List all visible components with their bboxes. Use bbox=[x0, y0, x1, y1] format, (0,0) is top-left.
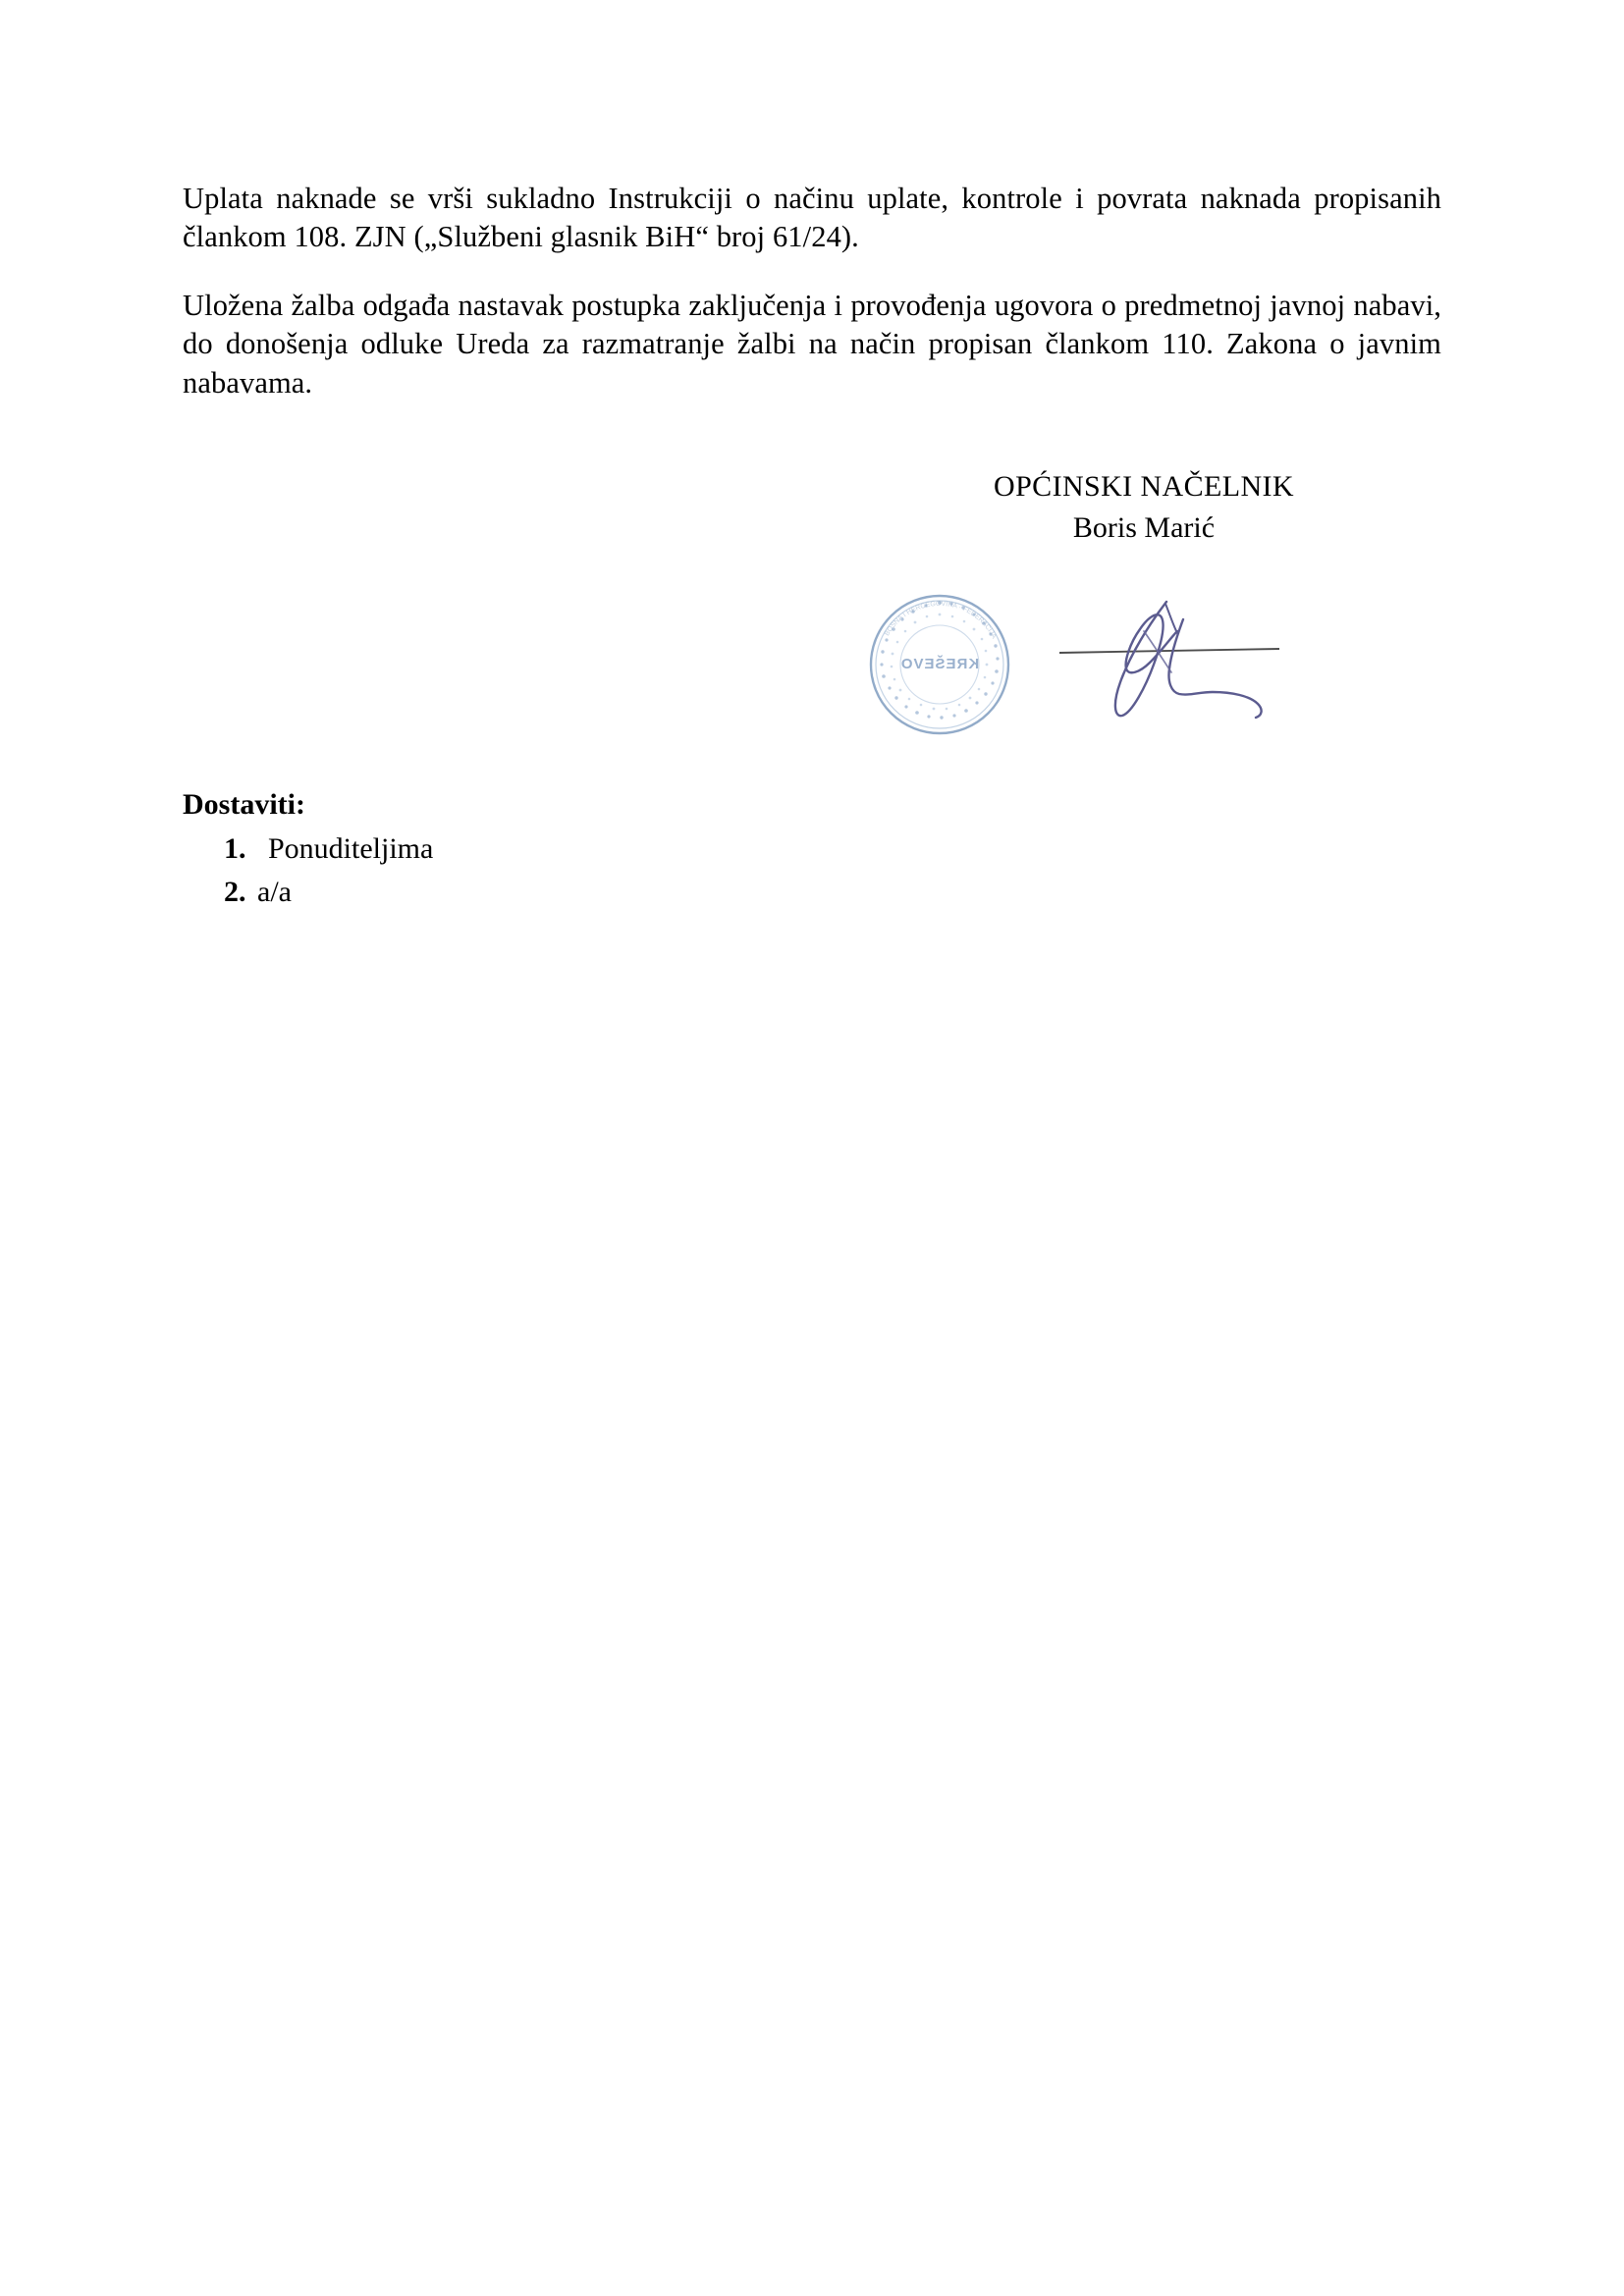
office-title: OPĆINSKI NAČELNIK bbox=[994, 470, 1294, 503]
paragraph-appeal-effect: Uložena žalba odgađa nastavak postupka zaključenja i provođenja ugovora o predmetnoj javnoj nabavi, do donošenja odluke Ureda za razmatranje žalbi na način propisan člankom 110. Zakona o javnim nabavama. bbox=[183, 288, 1441, 400]
list-item-label: a/a bbox=[257, 876, 292, 908]
signature-block bbox=[884, 467, 1404, 547]
paragraph-payment-instruction: Uplata naknade se vrši sukladno Instrukciji o načinu uplate, kontrole i povrata naknada propisanih člankom 108. ZJN („Službeni glasnik BiH“ broj 61/24). bbox=[183, 182, 1441, 254]
list-item-number: 2. bbox=[224, 876, 246, 908]
document-body bbox=[183, 180, 1441, 402]
seal-center-text: KREŠEVO bbox=[899, 656, 980, 672]
handwritten-signature bbox=[1056, 584, 1286, 741]
distribution-heading: Dostaviti: bbox=[183, 788, 305, 821]
distribution-list bbox=[183, 829, 433, 913]
list-item-number: 1. bbox=[224, 831, 246, 865]
svg-text:BOSNA I HERCEGOVINA · FEDERACI: BOSNA I HERCEGOVINA · FEDERACIJA bbox=[884, 600, 998, 641]
list-item bbox=[224, 873, 433, 913]
official-seal-stamp bbox=[858, 583, 1021, 746]
list-item bbox=[224, 829, 433, 870]
signatory-name: Boris Marić bbox=[1072, 511, 1216, 544]
list-item-label: Ponuditeljima bbox=[268, 831, 434, 865]
distribution-section bbox=[183, 785, 433, 913]
